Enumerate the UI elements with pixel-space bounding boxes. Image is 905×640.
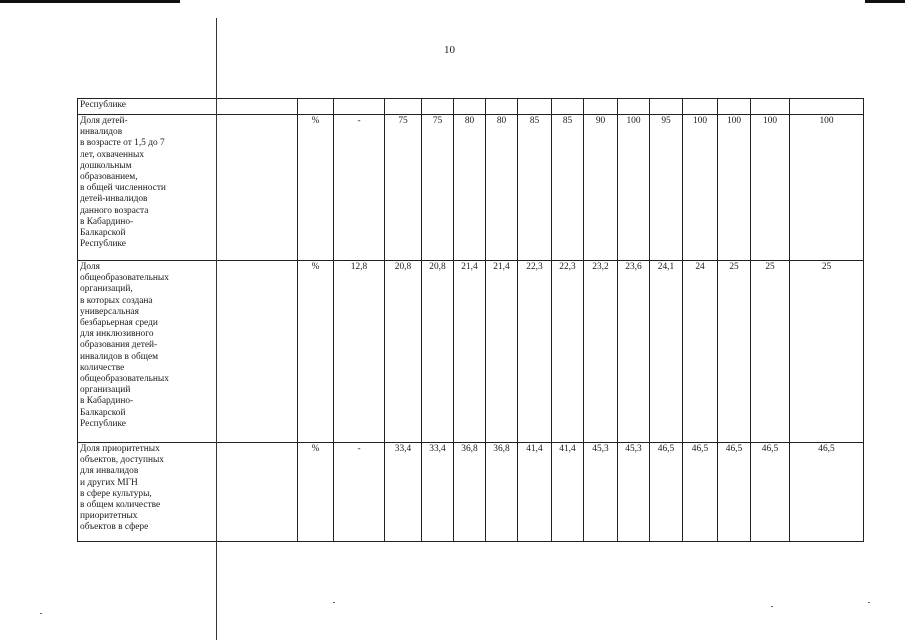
value-cell: 75 (385, 115, 422, 261)
indicator-description-line: общеобразовательных (80, 374, 169, 385)
scan-speck (40, 613, 42, 614)
unit-cell (298, 99, 334, 115)
value-cell: 46,5 (650, 443, 683, 542)
value-cell: 80 (454, 115, 486, 261)
value-cell: 36,8 (454, 443, 486, 542)
indicator-description-line: лет, охваченных (80, 149, 145, 160)
indicator-description-line: в Кабардино- (80, 216, 134, 227)
value-cell (486, 99, 518, 115)
indicator-description-line: Доля приоритетных (80, 444, 160, 454)
value-cell: 100 (790, 115, 864, 261)
indicator-description-line: Доля детей- (80, 116, 128, 126)
value-cell: 45,3 (618, 443, 650, 542)
indicator-description-line: образованием, (80, 172, 138, 183)
value-cell: 80 (486, 115, 518, 261)
value-cell (385, 99, 422, 115)
value-cell: 100 (683, 115, 718, 261)
indicator-description-line: инвалидов в общем (80, 351, 159, 362)
value-cell: 21,4 (486, 261, 518, 443)
unit-cell: % (298, 261, 334, 443)
value-cell (552, 99, 584, 115)
scan-speck (333, 602, 335, 603)
indicator-description-line: Республике (80, 418, 126, 429)
scan-fold-line (216, 18, 217, 640)
value-cell: 22,3 (518, 261, 552, 443)
value-cell: 33,4 (422, 443, 454, 542)
indicator-description-line: Балкарской (80, 407, 126, 418)
indicator-description-cell (78, 261, 298, 443)
value-cell (422, 99, 454, 115)
value-cell: 46,5 (683, 443, 718, 542)
indicator-description-line: в возрасте от 1,5 до 7 (80, 138, 165, 149)
indicator-description-line: в общем количестве (80, 500, 161, 511)
value-cell: 46,5 (718, 443, 751, 542)
indicator-description-line: безбарьерная среди (80, 318, 158, 329)
value-cell: 100 (618, 115, 650, 261)
value-cell: 95 (650, 115, 683, 261)
value-cell: 20,8 (385, 261, 422, 443)
indicator-description-line: в сфере культуры, (80, 488, 152, 499)
value-cell: 46,5 (751, 443, 790, 542)
value-cell: 23,6 (618, 261, 650, 443)
value-cell: 75 (422, 115, 454, 261)
value-cell: 41,4 (552, 443, 584, 542)
indicator-description-line: объектов в сфере (80, 522, 149, 533)
indicator-description-line: в которых создана (80, 295, 153, 306)
value-cell: 22,3 (552, 261, 584, 443)
indicator-description-line: и других МГН (80, 477, 138, 488)
indicator-description-line: количестве (80, 362, 125, 373)
value-cell (454, 99, 486, 115)
value-cell: 25 (790, 261, 864, 443)
value-cell: 25 (718, 261, 751, 443)
table-row (78, 99, 864, 115)
page-number: 10 (444, 44, 455, 56)
value-cell (718, 99, 751, 115)
indicator-description-line: в общей численности (80, 183, 166, 194)
indicator-description-line: приоритетных (80, 511, 138, 522)
table-row (78, 115, 864, 261)
scan-speck (868, 602, 870, 603)
value-cell (790, 99, 864, 115)
indicator-description-line: дошкольным (80, 160, 132, 171)
value-cell: 25 (751, 261, 790, 443)
value-cell: 46,5 (790, 443, 864, 542)
value-cell: 21,4 (454, 261, 486, 443)
table-row (78, 261, 864, 443)
value-cell (584, 99, 618, 115)
table-row (78, 443, 864, 542)
value-cell: 100 (751, 115, 790, 261)
scan-edge-mark-right (865, 0, 905, 3)
indicator-description-cell (78, 115, 298, 261)
value-cell: 85 (518, 115, 552, 261)
value-cell: 24 (683, 261, 718, 443)
indicator-description-line: универсальная (80, 306, 139, 317)
scan-edge-mark-left (0, 0, 180, 3)
indicator-description-line: Балкарской (80, 228, 126, 239)
value-cell (650, 99, 683, 115)
value-cell: - (334, 115, 385, 261)
indicator-description-line: Доля (80, 262, 100, 272)
unit-cell: % (298, 115, 334, 261)
value-cell: 36,8 (486, 443, 518, 542)
value-cell: 45,3 (584, 443, 618, 542)
unit-cell: % (298, 443, 334, 542)
value-cell: - (334, 443, 385, 542)
value-cell: 33,4 (385, 443, 422, 542)
indicator-description-cell (78, 99, 298, 115)
value-cell: 41,4 (518, 443, 552, 542)
value-cell: 85 (552, 115, 584, 261)
indicator-description-line: организаций (80, 385, 131, 396)
value-cell: 90 (584, 115, 618, 261)
indicator-description-line: Республике (80, 239, 126, 250)
indicator-description-line: инвалидов (80, 127, 123, 138)
value-cell: 23,2 (584, 261, 618, 443)
value-cell (518, 99, 552, 115)
value-cell: 24,1 (650, 261, 683, 443)
indicator-table (77, 98, 864, 542)
indicator-description-line: общеобразовательных (80, 273, 169, 284)
indicator-description-line: Республике (80, 100, 126, 110)
scan-speck (771, 606, 773, 607)
value-cell (618, 99, 650, 115)
value-cell (683, 99, 718, 115)
value-cell: 12,8 (334, 261, 385, 443)
indicator-description-line: организаций, (80, 284, 133, 295)
indicator-description-line: для инклюзивного (80, 329, 154, 340)
value-cell (751, 99, 790, 115)
indicator-description-line: детей-инвалидов (80, 194, 148, 205)
indicator-description-line: образования детей- (80, 340, 158, 351)
indicator-description-line: данного возраста (80, 205, 149, 216)
value-cell: 100 (718, 115, 751, 261)
indicator-description-line: объектов, доступных (80, 455, 164, 466)
indicator-description-line: для инвалидов (80, 466, 139, 477)
value-cell: 20,8 (422, 261, 454, 443)
indicator-description-line: в Кабардино- (80, 396, 134, 407)
indicator-description-cell (78, 443, 298, 542)
value-cell (334, 99, 385, 115)
